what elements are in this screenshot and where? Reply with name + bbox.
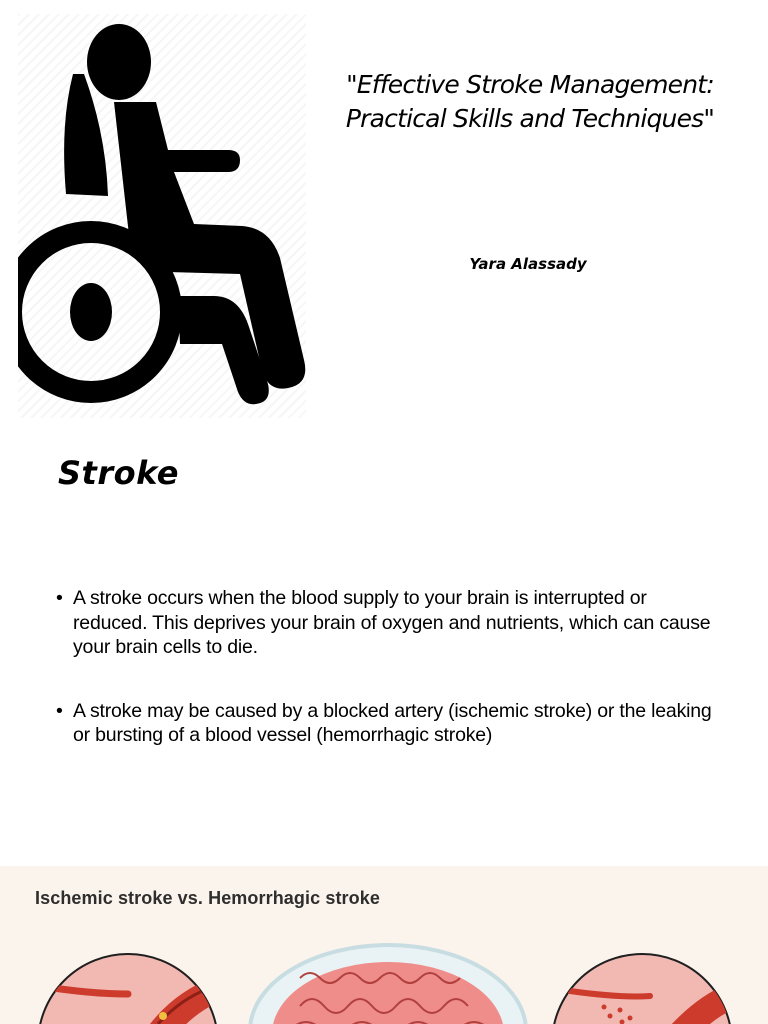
presentation-title: "Effective Stroke Management: Practical Skills and Techniques" bbox=[345, 70, 715, 133]
brain-icon bbox=[250, 945, 526, 1024]
bullet-dot: • bbox=[56, 587, 63, 609]
hemorrhagic-vessel-icon bbox=[552, 954, 752, 1024]
title-slide bbox=[0, 0, 768, 430]
stroke-slide bbox=[0, 430, 768, 866]
bullet-list bbox=[56, 586, 716, 787]
slide-heading: Stroke bbox=[58, 454, 179, 492]
author-name: Yara Alassady bbox=[469, 255, 587, 273]
infographic-title: Ischemic stroke vs. Hemorrhagic stroke bbox=[35, 888, 380, 908]
ischemic-vessel-icon bbox=[38, 954, 235, 1024]
infographic-slide bbox=[0, 866, 768, 1024]
bullet-item bbox=[56, 699, 716, 748]
bullet-dot: • bbox=[56, 699, 63, 722]
bullet-text: A stroke occurs when the blood supply to your brain is interrupted or reduced. This deprives your brain of oxygen and nutrients, which can cause your brain cells to die. bbox=[73, 587, 711, 658]
bullet-item bbox=[56, 586, 716, 660]
bullet-text: A stroke may be caused by a blocked artery (ischemic stroke) or the leaking or bursting of a blood vessel (hemorrhagic stroke) bbox=[73, 699, 712, 746]
wheelchair-icon bbox=[18, 14, 306, 418]
